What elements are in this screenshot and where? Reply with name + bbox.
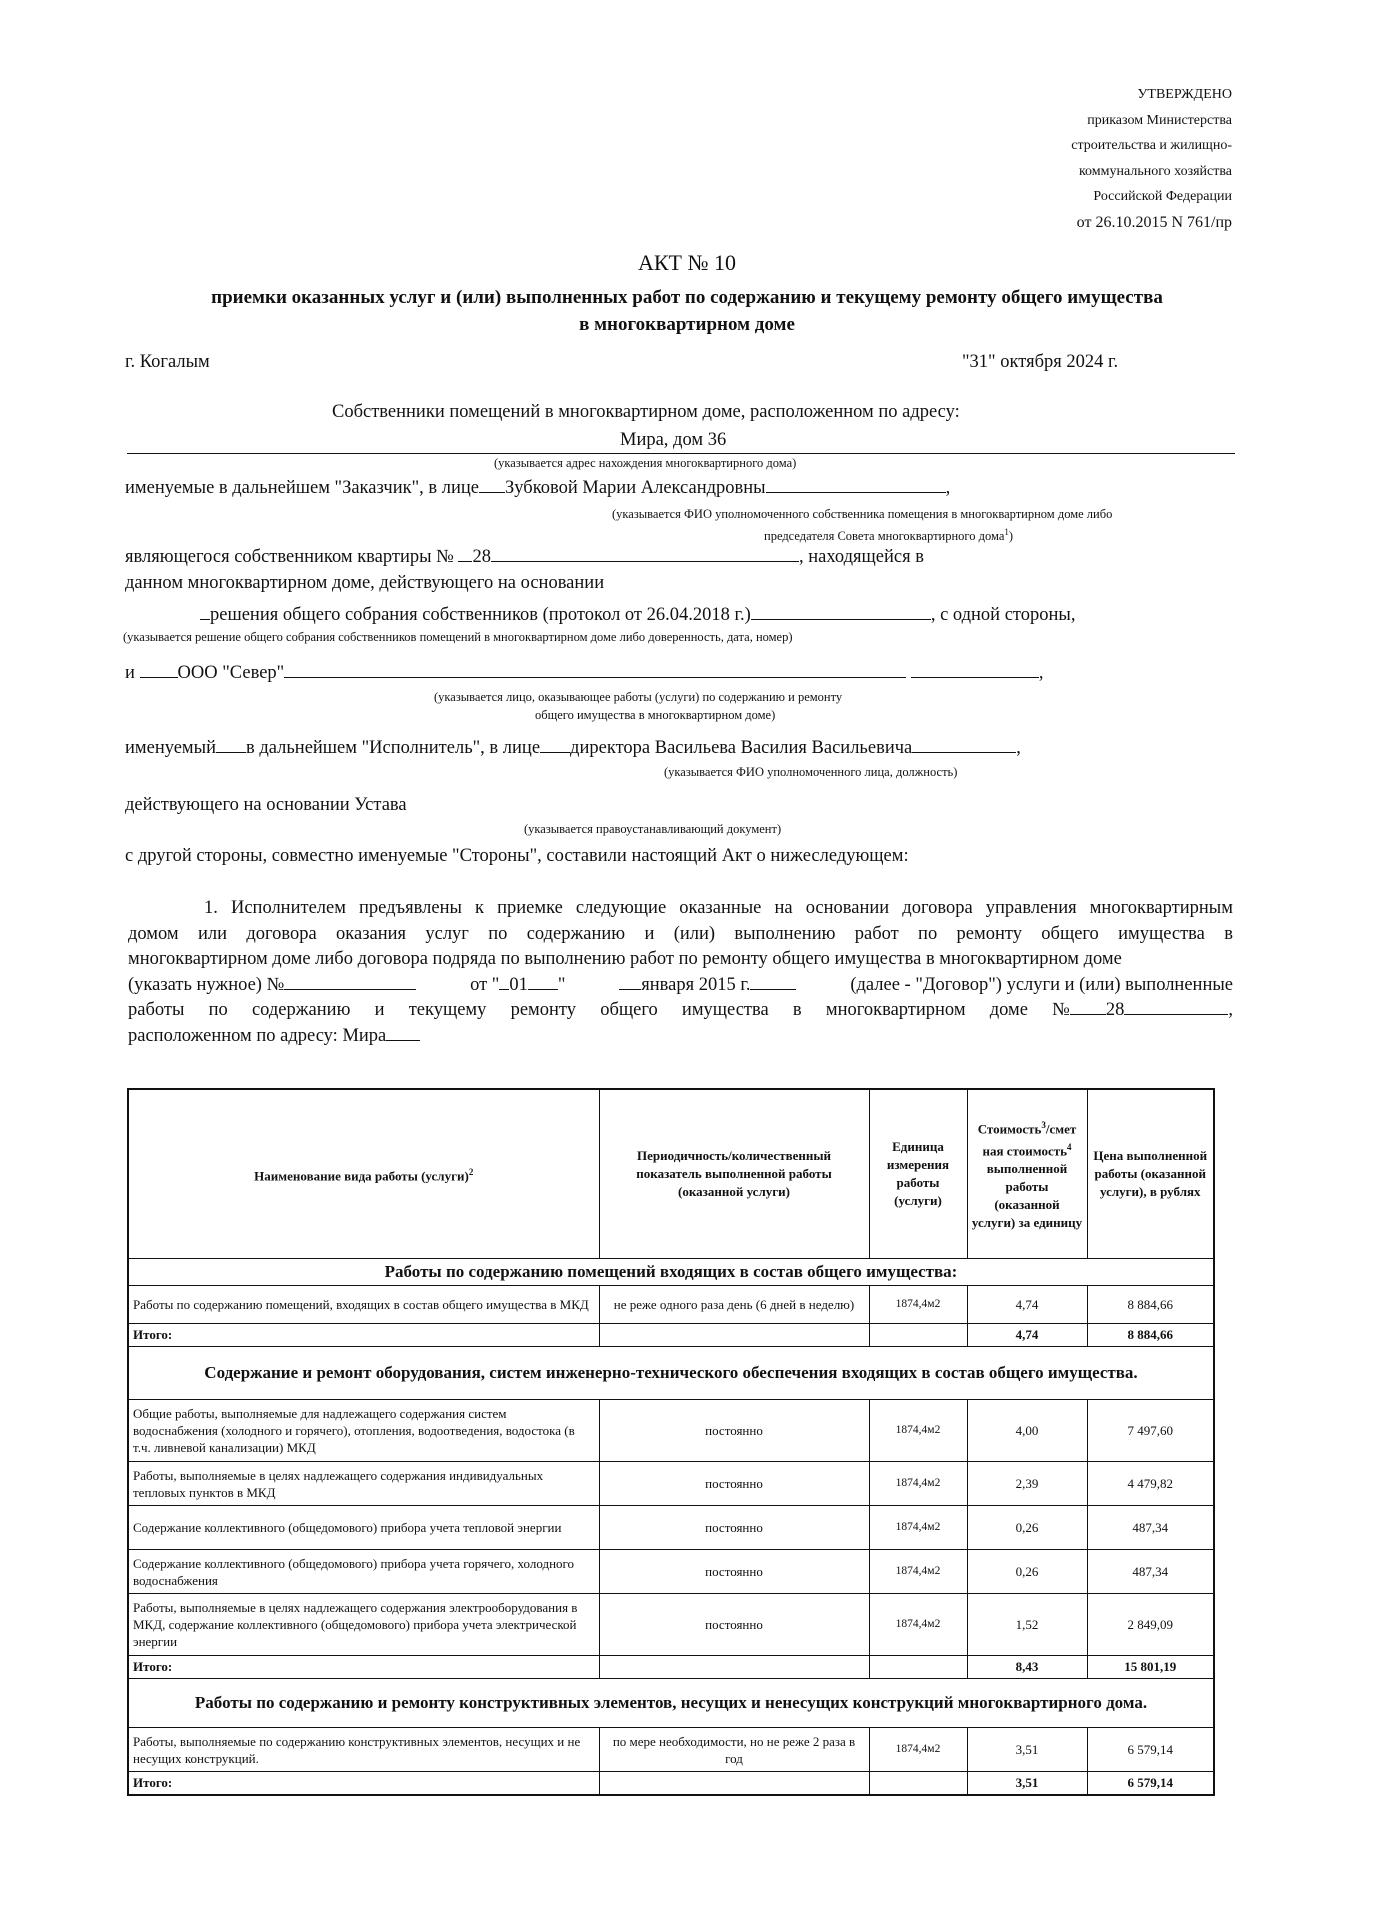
header-cost: Стоимость$^3$/смет ная стоимость$^4$ выполненной работы (оказанной услуги) за единицу — [967, 1089, 1087, 1259]
parties-text: с другой стороны, совместно именуемые "Стороны", составили настоящий Акт о нижеследующем: — [125, 846, 909, 866]
total-label: Итого: — [128, 1324, 599, 1347]
cell-price: 487,34 — [1087, 1506, 1214, 1550]
address-line — [127, 453, 1235, 454]
act-title: АКТ № 10 — [638, 250, 736, 275]
cell-periodicity: постоянно — [599, 1506, 869, 1550]
table-row — [128, 1550, 1214, 1594]
cell-name: Содержание коллективного (общедомового) прибора учета тепловой энергии — [128, 1506, 599, 1550]
p1-line4: (указать нужное) № от " 01 " января 2015 г. (далее - "Договор") услуги и (или) выполненные — [128, 974, 1233, 995]
section-title-row — [128, 1679, 1214, 1728]
executor-name: директора Васильева Василия Васильевича — [570, 738, 913, 758]
cell-cost: 3,51 — [967, 1728, 1087, 1772]
address-hint: (указывается адрес нахождения многоквартирного дома) — [494, 456, 797, 470]
total-row — [128, 1656, 1214, 1679]
approval-order: от 26.10.2015 N 761/пр — [1076, 213, 1232, 231]
table-row — [128, 1728, 1214, 1772]
apartment-prefix: являющегося собственником квартиры № — [125, 547, 454, 567]
contractor-name: ООО "Север" — [177, 663, 285, 683]
cell-periodicity: постоянно — [599, 1462, 869, 1506]
cell-cost: 0,26 — [967, 1550, 1087, 1594]
basis-line — [200, 605, 1075, 626]
cell-name: Общие работы, выполняемые для надлежащего содержания систем водоснабжения (холодного и горячего), отопления, водоотведения, водостока (в т.ч. ливневой канализации) МКД — [128, 1400, 599, 1462]
total-cost: 4,74 — [967, 1324, 1087, 1347]
cell-price: 2 849,09 — [1087, 1594, 1214, 1656]
customer-prefix: именуемые в дальнейшем "Заказчик", в лице — [125, 478, 480, 498]
cell-unit: 1874,4м2 — [869, 1400, 967, 1462]
p1-line6: расположенном по адресу: Мира — [128, 1024, 1233, 1050]
header-periodicity: Периодичность/количественный показатель выполненной работы (оказанной услуги) — [599, 1089, 869, 1259]
cell-unit: 1874,4м2 — [869, 1506, 967, 1550]
owners-text: Собственники помещений в многоквартирном доме, расположенном по адресу: — [332, 402, 960, 422]
p1-line5: работы по содержанию и текущему ремонту общего имущества в многоквартирном доме № 28 , — [128, 1000, 1233, 1020]
header-unit: Единица измерения работы (услуги) — [869, 1089, 967, 1259]
contractor-prefix: и — [125, 663, 135, 683]
total-row — [128, 1324, 1214, 1347]
approval-block — [872, 82, 1232, 235]
p1-line1: 1. Исполнителем предъявлены к приемке следующие оказанные на основании договора управления многоквартирным — [204, 898, 1233, 918]
p1-line2: домом или договора оказания услуг по содержанию и (или) выполнению работ по ремонту общего имущества в — [128, 923, 1233, 944]
cell-periodicity: не реже одного раза день (6 дней в неделю) — [599, 1286, 869, 1324]
executor-prefix2: в дальнейшем "Исполнитель", в лице — [245, 738, 541, 758]
table-row — [128, 1286, 1214, 1324]
contractor-line: и ООО "Север" , — [125, 663, 1044, 683]
total-cost: 8,43 — [967, 1656, 1087, 1679]
approval-line: строительства и жилищно- — [1071, 138, 1232, 153]
table-row — [128, 1594, 1214, 1656]
contractor-hint2: общего имущества в многоквартирном доме) — [535, 708, 776, 722]
cell-name: Работы, выполняемые в целях надлежащего содержания индивидуальных тепловых пунктов в МКД — [128, 1462, 599, 1506]
cell-name: Работы по содержанию помещений, входящих в состав общего имущества в МКД — [128, 1286, 599, 1324]
cell-cost: 1,52 — [967, 1594, 1087, 1656]
cell-periodicity: постоянно — [599, 1550, 869, 1594]
contractor-hint1: (указывается лицо, оказывающее работы (услуги) по содержанию и ремонту — [434, 690, 843, 704]
paragraph-1 — [128, 896, 1233, 1049]
approval-line: Российской Федерации — [1093, 189, 1232, 204]
basis-suffix: , с одной стороны, — [930, 605, 1076, 625]
customer-line: именуемые в дальнейшем "Заказчик", в лице Зубковой Марии Александровны , — [125, 478, 951, 498]
cell-price: 7 497,60 — [1087, 1400, 1214, 1462]
approval-line: коммунального хозяйства — [1078, 163, 1232, 179]
total-price: 8 884,66 — [1087, 1324, 1214, 1347]
cell-unit: 1874,4м2 — [869, 1594, 967, 1656]
approval-line: УТВЕРЖДЕНО — [1137, 87, 1232, 102]
approval-line: приказом Министерства — [1087, 112, 1232, 128]
cell-price: 8 884,66 — [1087, 1286, 1214, 1324]
cell-unit: 1874,4м2 — [869, 1728, 967, 1772]
cell-periodicity: постоянно — [599, 1400, 869, 1462]
total-label: Итого: — [128, 1656, 599, 1679]
act-subtitle-line1: приемки оказанных услуг и (или) выполненных работ по содержанию и текущему ремонту общего имущества — [211, 287, 1163, 308]
apartment-line2: данном многоквартирном доме, действующего на основании — [125, 573, 605, 593]
table-row — [128, 1400, 1214, 1462]
cell-unit: 1874,4м2 — [869, 1286, 967, 1324]
basis-text: решения общего собрания собственников (протокол от 26.04.2018 г.) — [210, 605, 751, 625]
customer-hint1: (указывается ФИО уполномоченного собственника помещения в многоквартирном доме либо — [612, 507, 1113, 521]
section-title: Содержание и ремонт оборудования, систем инженерно-технического обеспечения входящих в состав общего имущества. — [128, 1347, 1214, 1400]
table-header-row — [128, 1089, 1214, 1259]
section-title-row — [128, 1259, 1214, 1286]
city: г. Когалым — [125, 352, 210, 372]
act-date: "31" октября 2024 г. — [962, 352, 1119, 372]
cell-periodicity: постоянно — [599, 1594, 869, 1656]
cell-cost: 4,74 — [967, 1286, 1087, 1324]
executor-prefix1: именуемый — [125, 738, 216, 758]
cell-price: 6 579,14 — [1087, 1728, 1214, 1772]
act-subtitle-line2: в многоквартирном доме — [579, 314, 795, 335]
cell-cost: 2,39 — [967, 1462, 1087, 1506]
section-title: Работы по содержанию помещений входящих в состав общего имущества: — [128, 1259, 1214, 1286]
apartment-suffix: , находящейся в — [798, 547, 924, 567]
customer-name: Зубковой Марии Александровны — [505, 478, 766, 498]
section-title-row — [128, 1347, 1214, 1400]
cell-name: Работы, выполняемые по содержанию конструктивных элементов, несущих и не несущих конструкций. — [128, 1728, 599, 1772]
works-table — [127, 1088, 1215, 1796]
header-name: Наименование вида работы (услуги)$^2$ — [128, 1089, 599, 1259]
cell-periodicity: по мере необходимости, но не реже 2 раза в год — [599, 1728, 869, 1772]
acting-text: действующего на основании Устава — [125, 795, 407, 815]
apartment-line — [125, 547, 924, 568]
cell-unit: 1874,4м2 — [869, 1550, 967, 1594]
act-subtitle — [0, 284, 1374, 338]
executor-hint: (указывается ФИО уполномоченного лица, должность) — [664, 765, 958, 779]
total-row — [128, 1772, 1214, 1796]
cell-cost: 0,26 — [967, 1506, 1087, 1550]
acting-hint: (указывается правоустанавливающий документ) — [524, 822, 782, 836]
apartment-number: 28 — [472, 547, 491, 567]
cell-price: 487,34 — [1087, 1550, 1214, 1594]
cell-price: 4 479,82 — [1087, 1462, 1214, 1506]
total-cost: 3,51 — [967, 1772, 1087, 1796]
table-row — [128, 1506, 1214, 1550]
basis-hint: (указывается решение общего собрания собственников помещений в многоквартирном доме либо доверенность, дата, номер) — [123, 630, 793, 644]
cell-unit: 1874,4м2 — [869, 1462, 967, 1506]
header-price: Цена выполненной работы (оказанной услуги), в рублях — [1087, 1089, 1214, 1259]
total-label: Итого: — [128, 1772, 599, 1796]
cell-cost: 4,00 — [967, 1400, 1087, 1462]
address-value: Мира, дом 36 — [620, 430, 727, 450]
p1-line3: многоквартирном доме либо договора подряда по выполнению работ по ремонту общего имущества в многоквартирном доме — [128, 949, 1122, 969]
customer-hint2: председателя Совета многоквартирного дома$^1$) — [764, 527, 1014, 544]
total-price: 6 579,14 — [1087, 1772, 1214, 1796]
total-price: 15 801,19 — [1087, 1656, 1214, 1679]
cell-name: Содержание коллективного (общедомового) прибора учета горячего, холодного водоснабжения — [128, 1550, 599, 1594]
section-title: Работы по содержанию и ремонту конструктивных элементов, несущих и ненесущих конструкций многоквартирного дома. — [128, 1679, 1214, 1728]
table-row — [128, 1462, 1214, 1506]
executor-line: именуемый в дальнейшем "Исполнитель", в лице директора Васильева Василия Васильевича , — [125, 738, 1021, 758]
cell-name: Работы, выполняемые в целях надлежащего содержания электрооборудования в МКД, содержание коллективного (общедомового) прибора учета электрической энергии — [128, 1594, 599, 1656]
